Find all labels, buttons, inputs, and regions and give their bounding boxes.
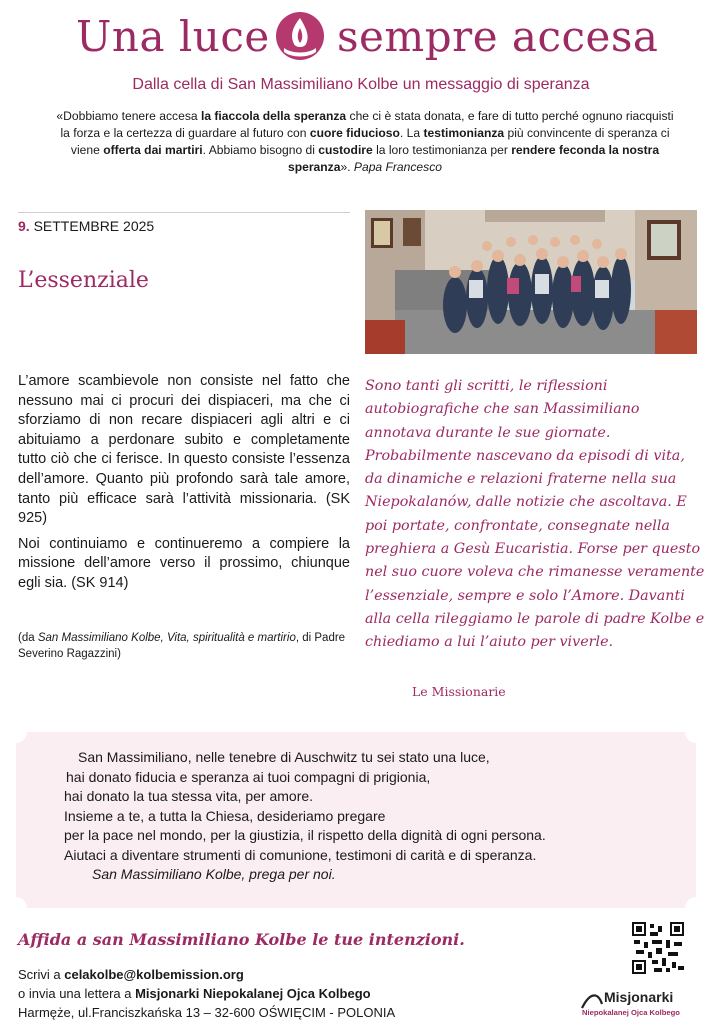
organization-subtitle: Niepokalanej Ojca Kolbego [582,1008,680,1017]
reflection-text: Sono tanti gli scritti, le riflessioni autobiografiche che san Massimiliano annotava durante le sue giornate. Probabilmente nascevano da episodi di vita, da dinamiche e relazioni fraterne nella sua Niepokalanów, dalle notizie che ascoltava. E poi portate, confrontate, consegnate nella preghiera a Gesù Eucaristia. Forse per questo nel suo cuore voleva che rimanesse veramente l’essenziale, sempre e solo l’Amore. Davanti alla cella rileggiamo le parole di padre Kolbe e chiediamo a lui l’aiuto per viverle. [365,378,705,651]
prayer-line: hai donato fiducia e speranza ai tuoi compagni di prigionia, [66,768,431,785]
article-paragraph-2: Noi continuiamo e continueremo a compiere la missione dell’amore verso il prossimo, chiunque egli sia. (SK 914) [18,535,350,591]
reflection-signature: Le Missionarie [412,684,506,699]
qr-code-icon[interactable] [632,922,684,974]
divider [18,212,350,213]
flame-icon [270,10,330,66]
masthead [0,10,722,72]
intentions-heading: Affida a san Massimiliano Kolbe le tue intenzioni. [18,930,465,949]
article-body [18,372,350,600]
prayer-line: Insieme a te, a tutta la Chiesa, desideriamo pregare [64,807,386,824]
article-source: (da San Massimiliano Kolbe, Vita, spiritualità e martirio, di Padre Severino Ragazzini) [18,632,346,660]
prayer-text [60,748,680,885]
group-photo [365,210,697,354]
prayer-line: per la pace nel mondo, per la giustizia, il rispetto della dignità di ogni persona. [64,827,546,843]
contact-info: Scrivi a celakolbe@kolbemission.org o invia una lettera a Misjonarki Niepokalanej Ojca Kolbego Harmęże, ul.Franciszkańska 13 – 32-600 OŚWIĘCIM - POLONIA [18,967,396,1020]
article-title: L’essenziale [18,268,149,293]
prayer-closing: San Massimiliano Kolbe, prega per noi. [92,866,336,882]
title-right: sempre accesa [337,12,659,61]
email-link[interactable]: celakolbe@kolbemission.org [64,967,244,982]
quote-author: Papa Francesco [353,160,442,174]
postal-address: Harmęże, ul.Franciszkańska 13 – 32-600 OŚWIĘCIM - POLONIA [18,1005,396,1020]
pope-quote: «Dobbiamo tenere accesa la fiaccola della speranza che ci è stata donata, e fare di tutto perché ognuno riacquisti la forza e la certezza di guardare al futuro con cuore fiducioso. La testimonianza più convincente di speranza ci viene offerta dai martiri. Abbiamo bisogno di custodire la loro testimonianza per rendere feconda la nostra speranza». Papa Francesco [56,109,674,174]
subtitle: Dalla cella di San Massimiliano Kolbe un messaggio di speranza [132,76,590,93]
article-paragraph-1: L’amore scambievole non consiste nel fatto che nessuno mai ci procuri dei dispiaceri, ma che ci sforziamo di non recare dispiaceri agli altri e ci abituiamo a perdonare subito e completamente tutto ciò che ci ferisce. In questo consiste l’essenza dell’amore. Quanto più profondo sarà tale amore, tanto più efficace sarà l’attività missionaria. (SK 925) [18,373,350,527]
organization-name: Misjonarki [604,989,674,1005]
prayer-line: hai donato la tua stessa vita, per amore. [64,788,314,804]
prayer-line: San Massimiliano, nelle tenebre di Auschwitz tu sei stato una luce, [78,749,490,765]
prayer-line: Aiutaci a diventare strumenti di comunione, testimoni di carità e di speranza. [64,846,537,863]
title-left: Una luce [76,12,270,61]
date: 9. SETTEMBRE 2025 [18,218,155,234]
